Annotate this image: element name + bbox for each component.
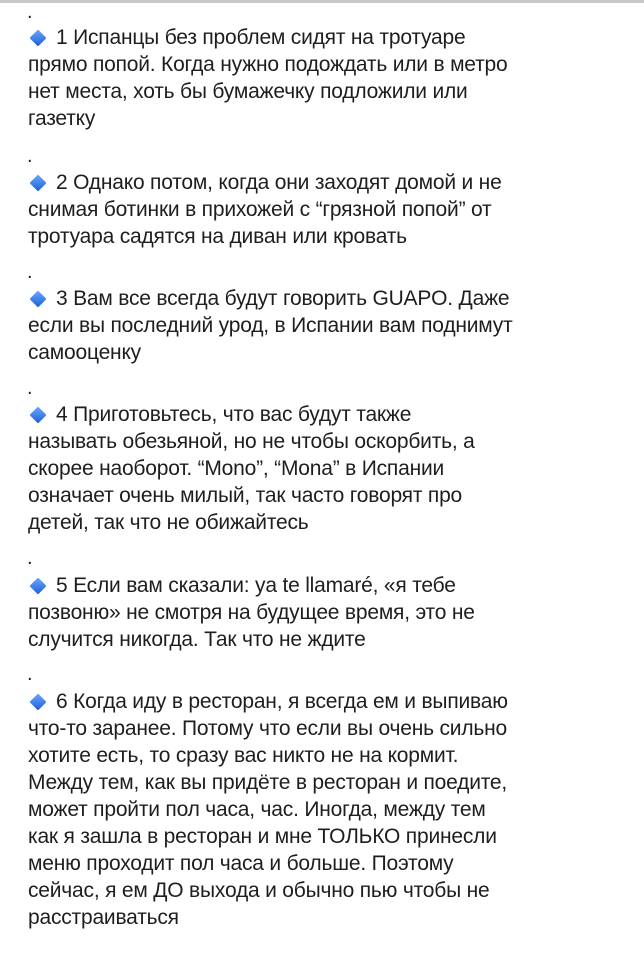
list-item — [28, 401, 475, 536]
item-line — [28, 823, 508, 850]
item-line-text: газетку — [28, 107, 96, 130]
blue-diamond-icon — [30, 290, 47, 307]
blue-diamond-icon — [30, 406, 47, 423]
item-line — [28, 24, 507, 51]
item-line-text: сейчас, я ем ДО выхода и обычно пью чтобы не — [28, 879, 490, 902]
item-line — [28, 742, 508, 769]
item-line-text: как я зашла в ресторан и мне ТОЛЬКО принесли — [28, 825, 497, 848]
separator-dot: . — [27, 261, 33, 283]
item-line — [28, 105, 507, 132]
item-line-text: нет места, хоть бы бумажечку подложили или — [28, 80, 468, 103]
item-line — [28, 312, 513, 339]
item-line — [28, 509, 475, 536]
separator-dot: . — [27, 1, 33, 23]
item-line — [28, 285, 513, 312]
blue-diamond-icon — [30, 174, 47, 191]
item-line-text: что-то заранее. Потому что если вы очень сильно — [28, 717, 507, 740]
item-line-text: означает очень милый, так часто говорят про — [28, 484, 463, 507]
list-item — [28, 24, 507, 132]
item-line — [28, 482, 475, 509]
item-line — [28, 769, 508, 796]
item-line-text: может пройти пол часа, час. Иногда, между тем — [28, 798, 486, 821]
item-line-text: 2 Однако потом, когда они заходят домой и не — [56, 171, 502, 194]
blue-diamond-icon — [30, 29, 47, 46]
item-line-text: тротуара садятся на диван или кровать — [28, 225, 407, 248]
list-item — [28, 688, 508, 931]
item-line-text: расстраиваться — [28, 906, 179, 929]
item-line-text: снимая ботинки в прихожей с “грязной попой” от — [28, 198, 492, 221]
item-line — [28, 51, 507, 78]
top-border — [0, 0, 644, 3]
item-line-text: детей, так что не обижайтесь — [28, 511, 309, 534]
item-line — [28, 572, 475, 599]
list-item — [28, 169, 502, 250]
item-line — [28, 339, 513, 366]
separator-dot: . — [27, 663, 33, 685]
item-line-text: скорее наоборот. “Mono”, “Mona” в Испании — [28, 457, 445, 480]
item-line-text: Между тем, как вы придёте в ресторан и поедите, — [28, 771, 508, 794]
item-line — [28, 599, 475, 626]
item-line-text: 3 Вам все всегда будут говорить GUAPO. Даже — [56, 287, 510, 310]
item-line — [28, 626, 475, 653]
item-line-text: самооценку — [28, 341, 141, 364]
blue-diamond-icon — [30, 577, 47, 594]
item-line — [28, 196, 502, 223]
item-line-text: 5 Если вам сказали: ya te llamaré, «я тебе — [56, 574, 456, 597]
item-line — [28, 428, 475, 455]
item-line — [28, 169, 502, 196]
item-line — [28, 401, 475, 428]
list-item — [28, 285, 513, 366]
item-line-text: случится никогда. Так что не ждите — [28, 628, 366, 651]
item-line — [28, 715, 508, 742]
item-line-text: 6 Когда иду в ресторан, я всегда ем и выпиваю — [56, 690, 508, 713]
separator-dot: . — [27, 377, 33, 399]
item-line-text: 1 Испанцы без проблем сидят на тротуаре — [56, 26, 466, 49]
item-line-text: 4 Приготовьтесь, что вас будут также — [56, 403, 412, 426]
item-line — [28, 904, 508, 931]
item-line-text: меню проходит пол часа и больше. Поэтому — [28, 852, 454, 875]
separator-dot: . — [27, 547, 33, 569]
item-line — [28, 223, 502, 250]
item-line — [28, 796, 508, 823]
blue-diamond-icon — [30, 693, 47, 710]
item-line — [28, 688, 508, 715]
item-line-text: хотите есть, то сразу вас никто не на кормит. — [28, 744, 459, 767]
item-line-text: прямо попой. Когда нужно подождать или в метро — [28, 53, 508, 76]
separator-dot: . — [27, 145, 33, 167]
item-line — [28, 78, 507, 105]
item-line-text: если вы последний урод, в Испании вам поднимут — [28, 314, 513, 337]
item-line — [28, 850, 508, 877]
item-line-text: называть обезьяной, но не чтобы оскорбить, а — [28, 430, 475, 453]
item-line — [28, 877, 508, 904]
item-line — [28, 455, 475, 482]
item-line-text: позвоню» не смотря на будущее время, это не — [28, 601, 475, 624]
list-item — [28, 572, 475, 653]
